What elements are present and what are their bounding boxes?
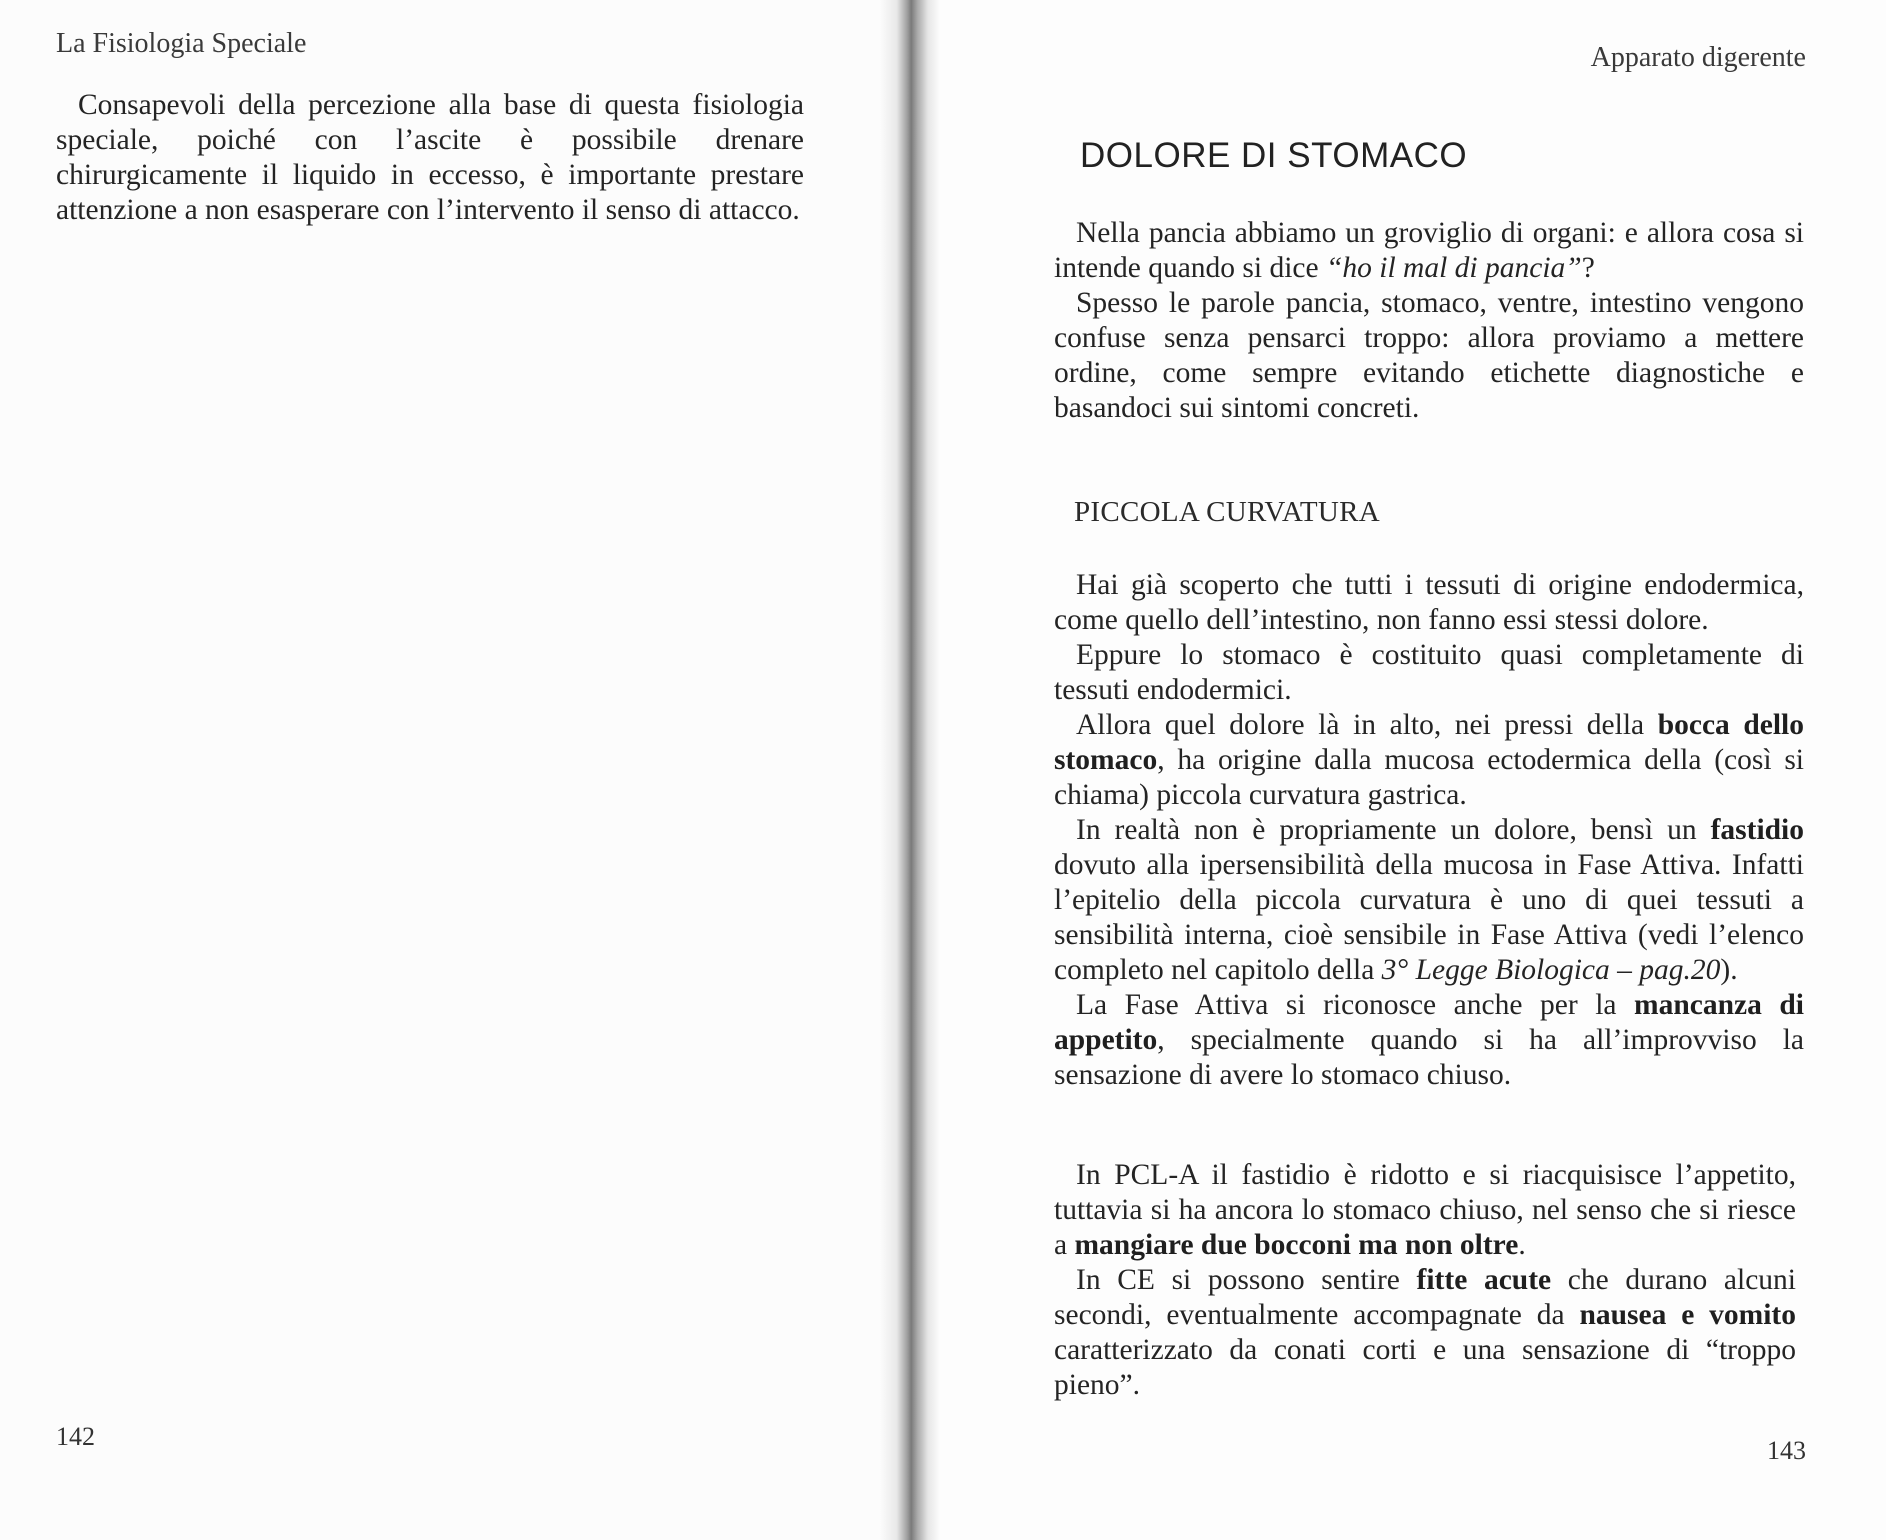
section2-paragraph-2 — [1054, 1263, 1796, 1403]
section-p5-text: La Fase Attiva si riconosce anche per la — [1076, 989, 1635, 1021]
section-p4-middle: dovuto alla ipersensibilità della mucosa in Fase Attiva. Infatti l’epitelio della piccola curvatura è uno di quei tessuti a sensibilità interna, cioè sensibile in Fase Attiva (vedi l’elenco completo nel capitolo della — [1054, 849, 1804, 986]
chapter-title: DOLORE DI STOMACO — [1080, 136, 1468, 175]
section-paragraph-5 — [1054, 988, 1804, 1093]
running-head-right: Apparato digerente — [1590, 42, 1806, 73]
left-paragraph: Consapevoli della percezione alla base di questa fisiologia speciale, poiché con l’ascite è possibile drenare chirurgicamente il liquido in eccesso, è importante prestare attenzione a non esasperare con l’intervento il senso di attacco. — [56, 89, 804, 226]
section-p4-bold: fastidio — [1710, 814, 1804, 846]
intro-p1-quote: “ho il mal di pancia” — [1325, 252, 1582, 284]
section2-p1-end: . — [1518, 1229, 1526, 1261]
section-p3-end: , ha origine dalla mucosa ectodermica della (così si chiama) piccola curvatura gastrica. — [1054, 744, 1804, 811]
section-p3-bold: bocca dello stomaco — [1054, 709, 1804, 776]
section2-p1-bold: mangiare due bocconi ma non oltre — [1074, 1229, 1519, 1261]
section-paragraph-3 — [1054, 708, 1804, 813]
intro-p1-text: Nella pancia abbiamo un groviglio di organi: e allora cosa si intende quando si dice — [1054, 217, 1804, 284]
section2-p1-text: In PCL-A il fastidio è ridotto e si riacquisisce l’appetito, tuttavia si ha ancora lo stomaco chiuso, nel senso che si riesce a — [1054, 1159, 1796, 1261]
section-p4-text: In realtà non è propriamente un dolore, bensì un — [1076, 814, 1711, 846]
page-number-right: 143 — [1767, 1436, 1806, 1465]
section-paragraph-1: Hai già scoperto che tutti i tessuti di origine endodermica, come quello dell’intestino, non fanno essi stessi dolore. — [1054, 569, 1804, 636]
section2-paragraph-1 — [1054, 1158, 1796, 1263]
intro-paragraph-2: Spesso le parole pancia, stomaco, ventre, intestino vengono confuse senza pensarci troppo: allora proviamo a mettere ordine, come sempre evitando etichette diagnostiche e basandoci sui sintomi concreti. — [1054, 287, 1804, 424]
section-p3-text: Allora quel dolore là in alto, nei pressi della — [1076, 709, 1658, 741]
intro-text — [1054, 216, 1804, 426]
section2-p2-middle: che durano alcuni secondi, eventualmente accompagnate da — [1054, 1264, 1796, 1331]
section2-p2-bold-1: fitte acute — [1416, 1264, 1552, 1296]
section-text — [1054, 568, 1804, 1093]
intro-p1-end: ? — [1581, 252, 1595, 284]
section2-p2-end: caratterizzato da conati corti e una sensazione di “troppo pieno”. — [1054, 1334, 1796, 1401]
section-p5-end: , specialmente quando si ha all’improvviso la sensazione di avere lo stomaco chiuso. — [1054, 1024, 1804, 1091]
intro-paragraph-1 — [1054, 216, 1804, 286]
book-gutter-shadow — [880, 0, 940, 1540]
section-title: PICCOLA CURVATURA — [1074, 496, 1381, 528]
section2-p2-text: In CE si possono sentire — [1076, 1264, 1417, 1296]
section-p4-end: ). — [1720, 954, 1738, 986]
section-paragraph-2: Eppure lo stomaco è costituito quasi completamente di tessuti endodermici. — [1054, 639, 1804, 706]
left-page-body — [56, 88, 804, 228]
page-number-left: 142 — [56, 1422, 95, 1451]
section-paragraph-4 — [1054, 813, 1804, 988]
left-page — [0, 0, 900, 1540]
running-head-left: La Fisiologia Speciale — [56, 28, 307, 59]
section2-p2-bold-2: nausea e vomito — [1579, 1299, 1797, 1331]
section-p5-bold: mancanza di appetito — [1054, 989, 1804, 1056]
section-p4-italic: 3° Legge Biologica – pag.20 — [1381, 954, 1721, 986]
section-text-2 — [1054, 1158, 1796, 1403]
